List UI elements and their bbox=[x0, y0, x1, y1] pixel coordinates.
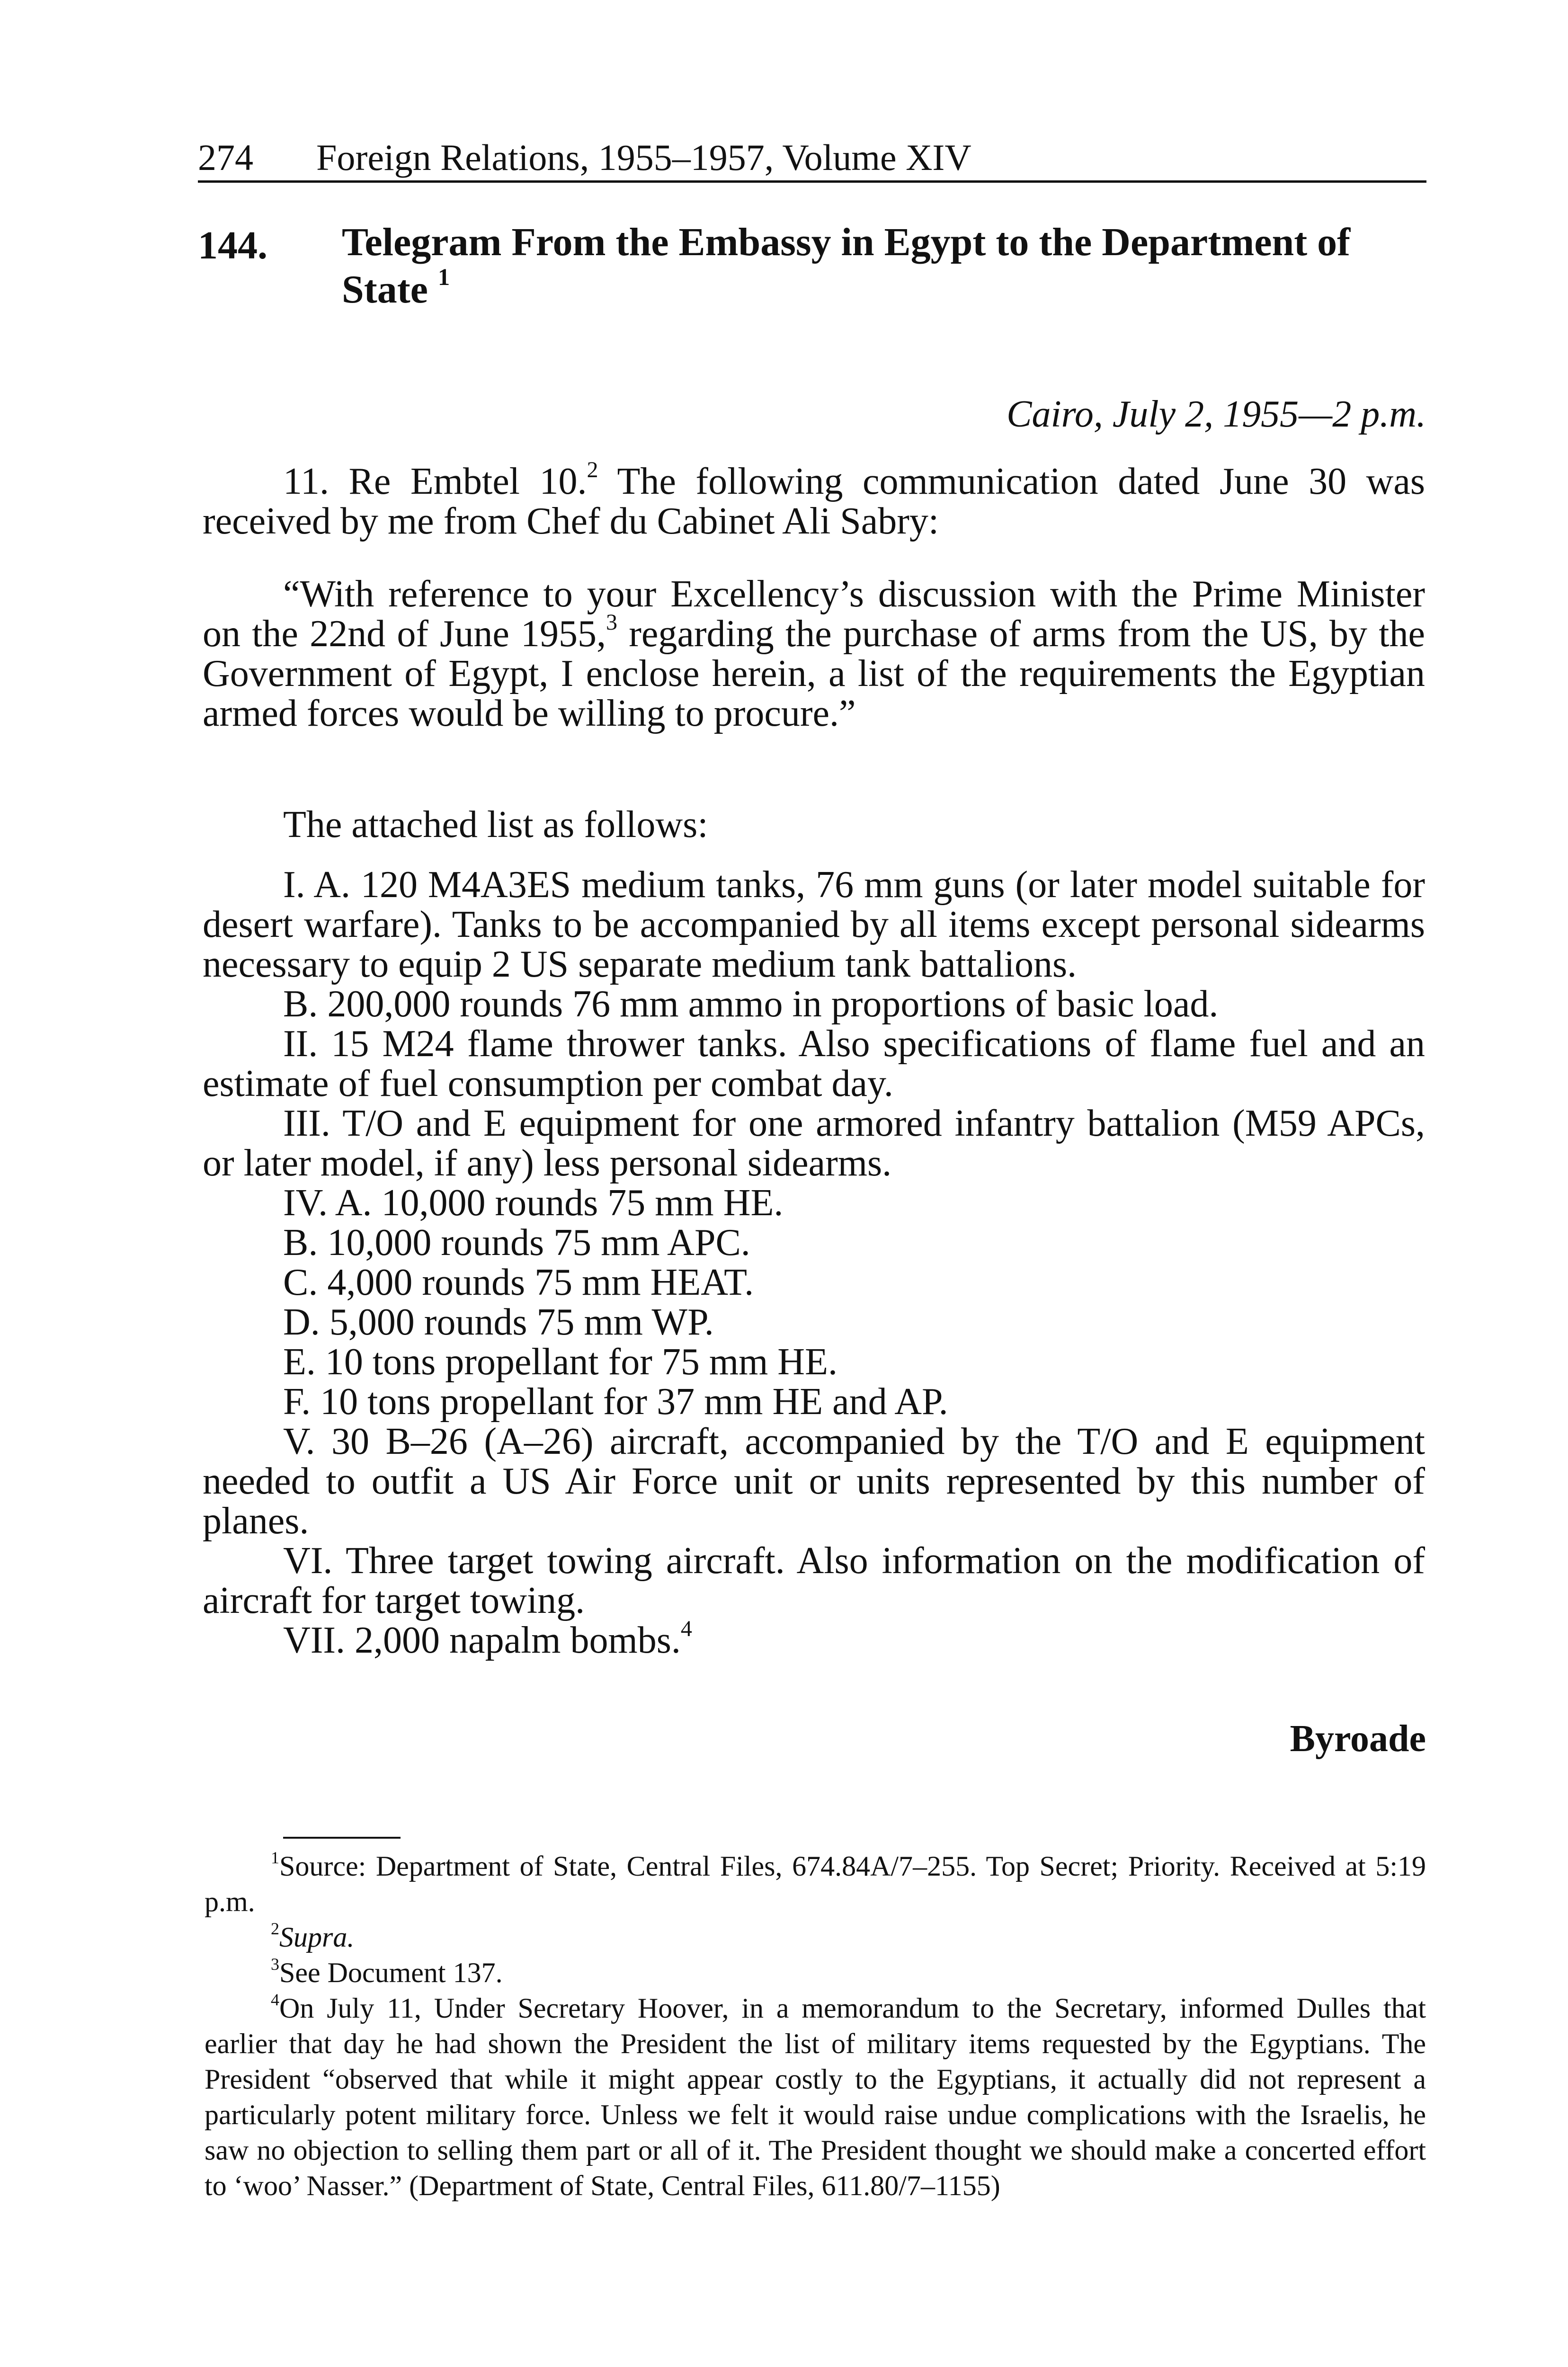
list-item: B. 200,000 rounds 76 mm ammo in proportions of basic load. bbox=[283, 983, 1219, 1025]
page-number: 274 bbox=[198, 137, 253, 178]
running-head bbox=[198, 135, 1426, 183]
footnote-ref-3: 3 bbox=[606, 610, 618, 635]
list-item: VI. Three target towing aircraft. Also information on the modification of aircraft for target towing. bbox=[203, 1540, 1425, 1621]
quote-text-start: “With reference to your Excellency’s discussion with the Prime Minister on the 22nd of June 1955, bbox=[203, 573, 1425, 655]
footnote-ref-1: 1 bbox=[437, 264, 450, 291]
footnote-mark: 2 bbox=[271, 1919, 279, 1938]
footnotes bbox=[205, 1849, 1426, 2204]
list-item: E. 10 tons propellant for 75 mm HE. bbox=[283, 1341, 837, 1383]
document-number: 144. bbox=[198, 223, 267, 267]
opening-text-end: The following communication dated June 30 was received by me from Chef du Cabinet Ali Sabry: bbox=[203, 461, 1425, 542]
footnote-4 bbox=[205, 1991, 1426, 2204]
footnote-3 bbox=[205, 1955, 1426, 1991]
footnote-mark: 4 bbox=[271, 1990, 279, 2009]
footnote-ref-4: 4 bbox=[680, 1616, 692, 1642]
list-item: F. 10 tons propellant for 37 mm HE and AP. bbox=[283, 1381, 948, 1423]
last-item-text: VII. 2,000 napalm bombs. bbox=[283, 1620, 681, 1661]
list-item: IV. A. 10,000 rounds 75 mm HE. bbox=[283, 1182, 784, 1224]
list-item: II. 15 M24 flame thrower tanks. Also specifications of flame fuel and an estimate of fuel consumption per combat day. bbox=[203, 1023, 1425, 1104]
list-item: V. 30 B–26 (A–26) aircraft, accompanied by the T/O and E equipment needed to outfit a US Air Force unit or units represented by this number of planes. bbox=[203, 1421, 1425, 1542]
list-item: C. 4,000 rounds 75 mm HEAT. bbox=[283, 1262, 754, 1303]
opening-text-start: 11. Re Embtel 10. bbox=[283, 461, 587, 502]
document-title bbox=[342, 219, 1431, 313]
footnote-text: Supra. bbox=[279, 1922, 355, 1953]
list-item: III. T/O and E equipment for one armored infantry battalion (M59 APCs, or later model, if any) less personal sidearms. bbox=[203, 1103, 1425, 1184]
list-intro-text: The attached list as follows: bbox=[283, 804, 708, 845]
footnote-mark: 3 bbox=[271, 1954, 279, 1974]
requirements-list bbox=[203, 865, 1425, 1660]
opening-paragraph bbox=[203, 457, 1425, 542]
list-item-last bbox=[203, 1616, 1425, 1661]
footnote-text: See Document 137. bbox=[279, 1957, 503, 1988]
footnote-1 bbox=[205, 1849, 1426, 1920]
footnote-divider bbox=[283, 1837, 401, 1839]
list-item: I. A. 120 M4A3ES medium tanks, 76 mm guns (or later model suitable for desert warfare). Tanks to be accompanied by all items except personal sidearms necessary to equip 2 US separate medium tank battalions. bbox=[203, 864, 1425, 985]
quoted-letter bbox=[203, 574, 1425, 733]
document-title-text: Telegram From the Embassy in Egypt to the Department of State bbox=[342, 220, 1351, 311]
list-intro bbox=[203, 805, 1425, 845]
signature: Byroade bbox=[1290, 1718, 1426, 1760]
footnote-2 bbox=[205, 1920, 1426, 1955]
quote-text-end: regarding the purchase of arms from the US, by the Government of Egypt, I enclose herein, a list of the requirements the Egyptian armed forces would be willing to procure.” bbox=[203, 613, 1425, 734]
footnote-ref-2: 2 bbox=[587, 457, 598, 483]
list-item: B. 10,000 rounds 75 mm APC. bbox=[283, 1222, 750, 1264]
footnote-mark: 1 bbox=[271, 1848, 279, 1867]
list-item: D. 5,000 rounds 75 mm WP. bbox=[283, 1301, 714, 1343]
volume-title: Foreign Relations, 1955–1957, Volume XIV bbox=[316, 137, 971, 178]
footnote-text: On July 11, Under Secretary Hoover, in a memorandum to the Secretary, informed Dulles that earlier that day he had shown the President the list of military items requested by the Egyptians. The President “observed that while it might appear costly to the Egyptians, it actually did not represent a particularly potent military force. Unless we felt it would raise undue complications with the Israelis, he saw no objection to selling them part or all of it. The President thought we should make a concerted effort to ‘woo’ Nasser.” (Department of State, Central Files, 611.80/7–1155) bbox=[205, 1993, 1426, 2201]
footnote-text: Source: Department of State, Central Files, 674.84A/7–255. Top Secret; Priority. Received at 5:19 p.m. bbox=[205, 1851, 1426, 1917]
dateline: Cairo, July 2, 1955—2 p.m. bbox=[1007, 393, 1426, 435]
